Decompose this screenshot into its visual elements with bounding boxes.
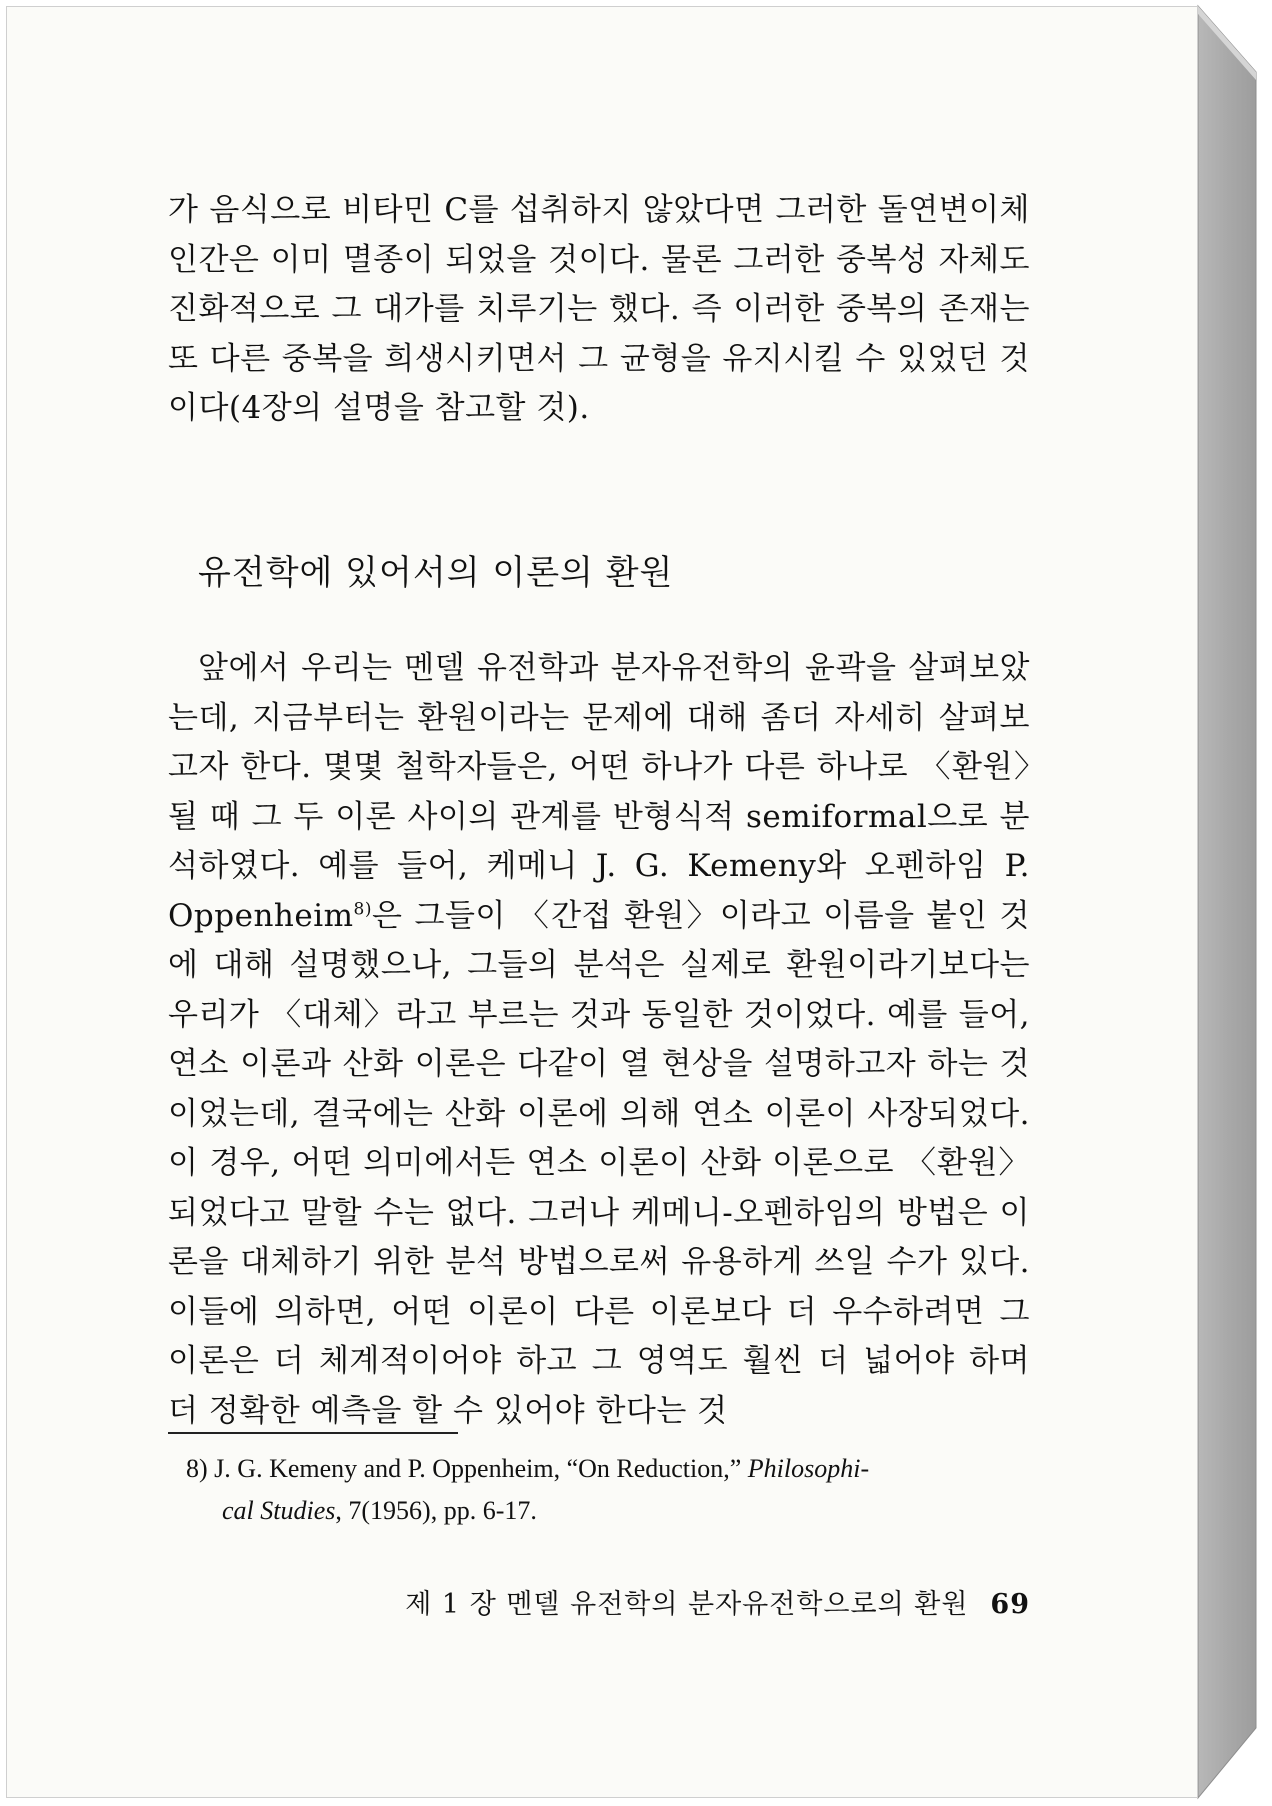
paragraph-continued [168, 186, 1030, 434]
chapter-title: 제 1 장 멘델 유전학의 분자유전학으로의 환원 [405, 1589, 969, 1620]
footnote-divider [168, 1432, 458, 1434]
footnote-journal-title-1: Philosophi- [747, 1454, 870, 1483]
footnote [186, 1448, 1030, 1532]
paragraph-main [168, 644, 1030, 1436]
paragraph-top-text: 가 음식으로 비타민 C를 섭취하지 않았다면 그러한 돌연변이체 인간은 이미 멸종이 되었을 것이다. 물론 그러한 중복성 자체도 진화적으로 그 대가를 치루기는 했다. 즉 이러한 중복의 존재는 또 다른 중복을 희생시키면서 그 균형을 유지시킬 수 있었던 것이다(4장의 설명을 참고할 것). [168, 192, 1030, 426]
footnote-text-1: J. G. Kemeny and P. Oppenheim, “On Reduction,” [214, 1454, 748, 1483]
footnote-journal-title-2: cal Studies [222, 1496, 336, 1525]
running-footer [370, 1582, 1030, 1621]
footnote-text-2: , 7(1956), pp. 6-17. [335, 1496, 537, 1525]
footnote-reference: 8) [353, 899, 372, 920]
section-heading: 유전학에 있어서의 이론의 환원 [198, 553, 674, 593]
paragraph-main-text-2: 은 그들이 〈간접 환원〉이라고 이름을 붙인 것에 대해 설명했으나, 그들의 분석은 실제로 환원이라기보다는 우리가 〈대체〉라고 부르는 것과 동일한 것이었다. 예를 들어, 연소 이론과 산화 이론은 다같이 열 현상을 설명하고자 하는 것이었는데, 결국에는 산화 이론에 의해 연소 이론이 사장되었다. 이 경우, 어떤 의미에서든 연소 이론이 산화 이론으로 〈환원〉되었다고 말할 수는 없다. 그러나 케메니-오펜하임의 방법은 이론을 대체하기 위한 분석 방법으로써 유용하게 쓰일 수가 있다. 이들에 의하면, 어떤 이론이 다른 이론보다 더 우수하려면 그 이론은 더 체계적이어야 하고 그 영역도 훨씬 더 넓어야 하며 더 정확한 예측을 할 수 있어야 한다는 것 [168, 897, 1030, 1429]
footnote-continuation [186, 1490, 1030, 1532]
footnote-number: 8) [186, 1454, 208, 1483]
page-number: 69 [990, 1589, 1030, 1620]
paragraph-main-text-1: 앞에서 우리는 멘델 유전학과 분자유전학의 윤곽을 살펴보았는데, 지금부터는 환원이라는 문제에 대해 좀더 자세히 살펴보고자 한다. 몇몇 철학자들은, 어떤 하나가 다른 하나로 〈환원〉될 때 그 두 이론 사이의 관계를 반형식적 semiformal으로 분석하였다. 예를 들어, 케메니 J. G. Kemeny와 오펜하임 P. Oppenheim [168, 650, 1030, 934]
